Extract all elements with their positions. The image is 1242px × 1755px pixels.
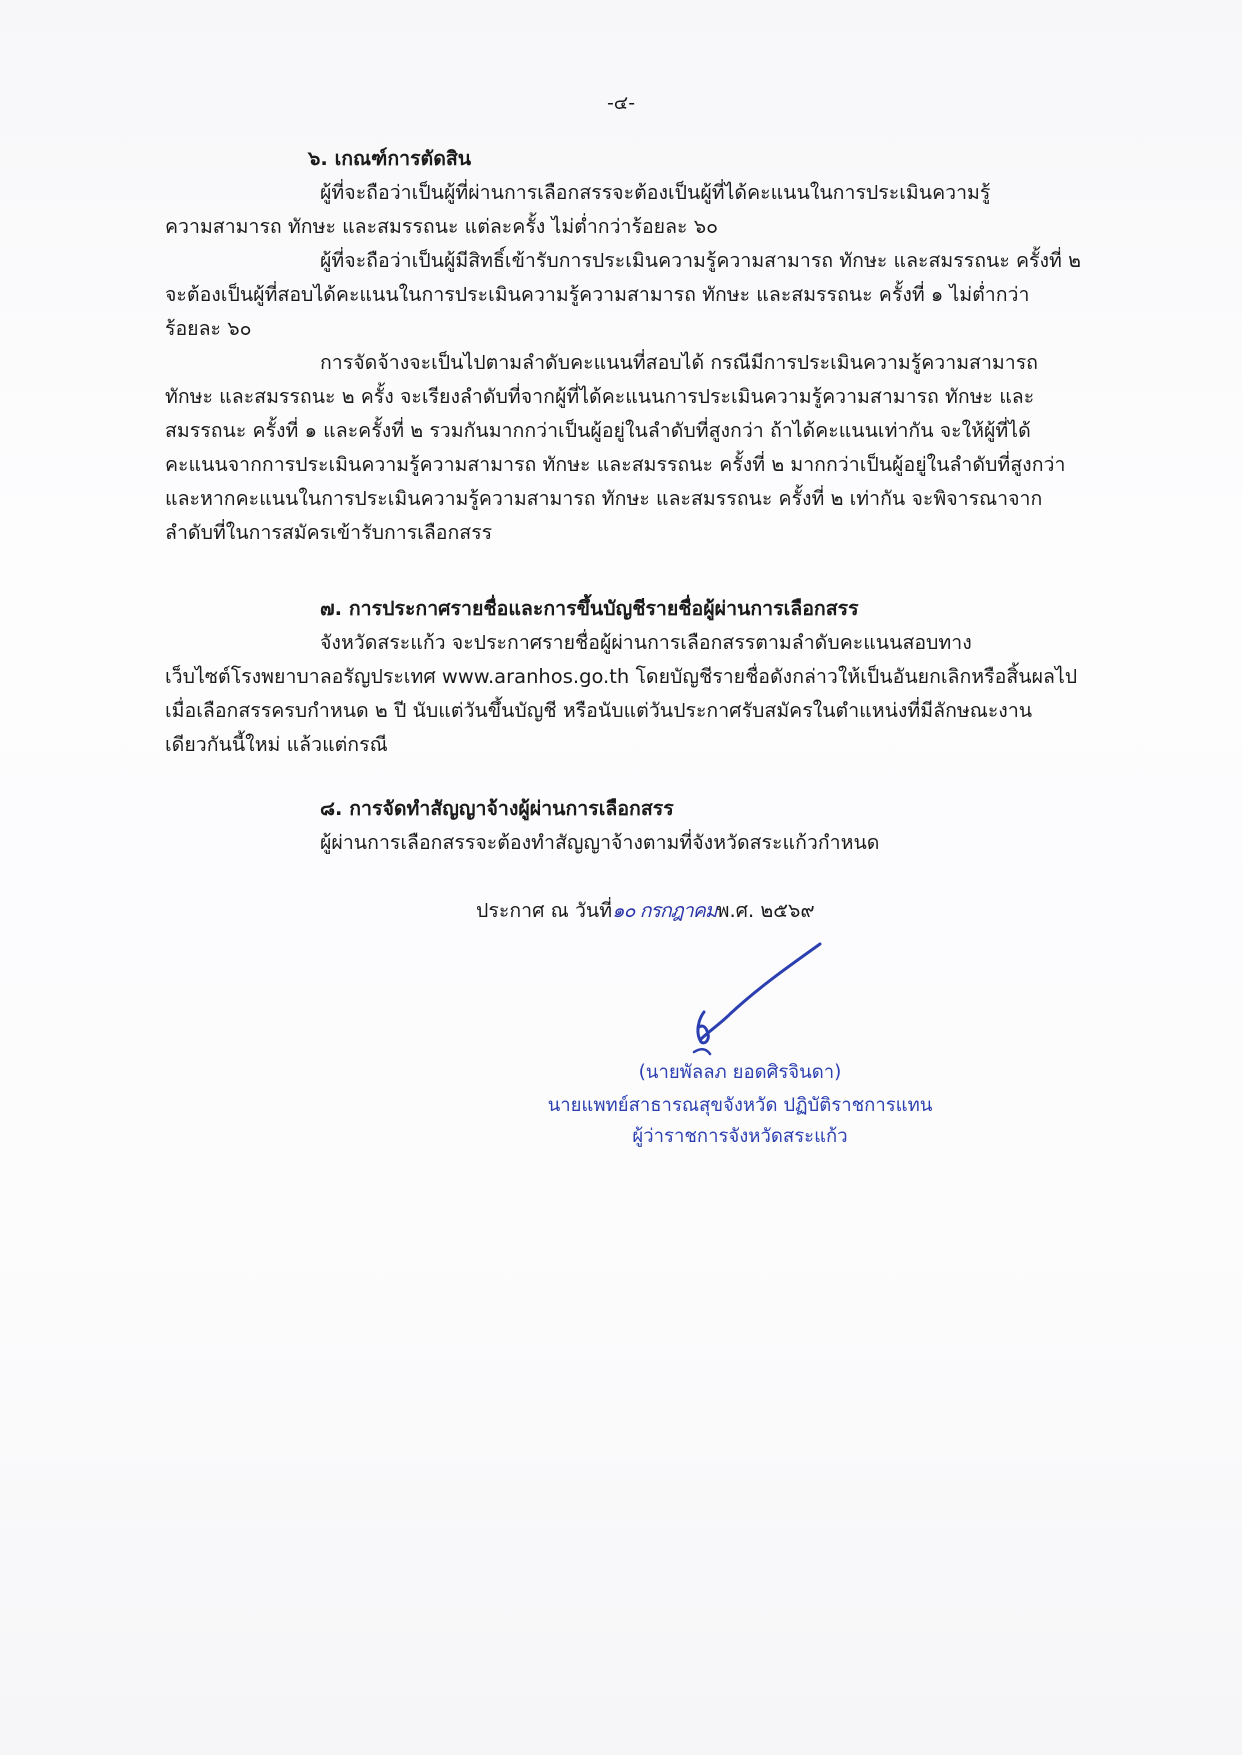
signer-position: นายแพทย์สาธารณสุขจังหวัด ปฏิบัติราชการแทน xyxy=(547,1095,933,1116)
paragraph-line: เมื่อเลือกสรรครบกำหนด ๒ ปี นับแต่วันขึ้นบัญชี หรือนับแต่วันประกาศรับสมัครในตำแหน่งที่มีลักษณะงาน xyxy=(165,699,1033,722)
section-7 xyxy=(165,592,1117,762)
paragraph-line: ความสามารถ ทักษะ และสมรรถนะ แต่ละครั้ง ไม่ต่ำกว่าร้อยละ ๖๐ xyxy=(165,215,719,238)
paragraph-line: คะแนนจากการประเมินความรู้ความสามารถ ทักษะ และสมรรถนะ ครั้งที่ ๒ มากกว่าเป็นผู้อยู่ในลำดับที่สูงกว่า xyxy=(165,453,1066,476)
section-6 xyxy=(165,142,1117,550)
paragraph-line: การจัดจ้างจะเป็นไปตามลำดับคะแนนที่สอบได้ กรณีมีการประเมินความรู้ความสามารถ xyxy=(320,351,1038,374)
paragraph-line: จะต้องเป็นผู้ที่สอบได้คะแนนในการประเมินความรู้ความสามารถ ทักษะ และสมรรถนะ ครั้งที่ ๑ ไม่ต่ำกว่า xyxy=(165,283,1030,306)
paragraph-line: ลำดับที่ในการสมัครเข้ารับการเลือกสรร xyxy=(165,521,493,544)
handwritten-date: ๑๐ กรกฎาคม xyxy=(612,899,717,922)
signature-mark xyxy=(690,940,840,1060)
announcement-prefix: ประกาศ ณ วันที่ xyxy=(476,899,613,922)
paragraph-line: สมรรถนะ ครั้งที่ ๑ และครั้งที่ ๒ รวมกันมากกว่าเป็นผู้อยู่ในลำดับที่สูงกว่า ถ้าได้คะแนนเท่ากัน จะให้ผู้ที่ได้ xyxy=(165,419,1031,442)
paragraph-line: ทักษะ และสมรรถนะ ๒ ครั้ง จะเรียงลำดับที่จากผู้ที่ได้คะแนนการประเมินความรู้ความสามารถ ทักษะ และ xyxy=(165,385,1035,408)
announcement-year: พ.ศ. ๒๕๖๙ xyxy=(716,899,815,922)
signer-name: (นายพัลลภ ยอดศิรจินดา) xyxy=(638,1062,842,1083)
section-7-heading: ๗. การประกาศรายชื่อและการขึ้นบัญชีรายชื่อผู้ผ่านการเลือกสรร xyxy=(320,597,859,620)
signer-position-2: ผู้ว่าราชการจังหวัดสระแก้ว xyxy=(632,1126,848,1147)
section-6-heading: ๖. เกณฑ์การตัดสิน xyxy=(308,147,472,170)
paragraph-line: ผู้ผ่านการเลือกสรรจะต้องทำสัญญาจ้างตามที่จังหวัดสระแก้วกำหนด xyxy=(320,831,880,854)
section-8 xyxy=(165,792,1117,860)
announcement-date-line xyxy=(476,895,815,926)
section-8-heading: ๘. การจัดทำสัญญาจ้างผู้ผ่านการเลือกสรร xyxy=(320,797,674,820)
page-number: -๔- xyxy=(606,92,636,114)
paragraph-line: ผู้ที่จะถือว่าเป็นผู้มีสิทธิ์เข้ารับการประเมินความรู้ความสามารถ ทักษะ และสมรรถนะ ครั้งที่ ๒ xyxy=(320,249,1081,272)
paragraph-line: ร้อยละ ๖๐ xyxy=(165,317,252,340)
paragraph-line: และหากคะแนนในการประเมินความรู้ความสามารถ ทักษะ และสมรรถนะ ครั้งที่ ๒ เท่ากัน จะพิจารณาจาก xyxy=(165,487,1043,510)
paragraph-line: จังหวัดสระแก้ว จะประกาศรายชื่อผู้ผ่านการเลือกสรรตามลำดับคะแนนสอบทาง xyxy=(320,631,972,654)
paragraph-line: เดียวกันนี้ใหม่ แล้วแต่กรณี xyxy=(165,733,388,756)
paragraph-line: ผู้ที่จะถือว่าเป็นผู้ที่ผ่านการเลือกสรรจะต้องเป็นผู้ที่ได้คะแนนในการประเมินความรู้ xyxy=(320,181,991,204)
paragraph-line: เว็บไซต์โรงพยาบาลอรัญประเทศ www.aranhos.go.th โดยบัญชีรายชื่อดังกล่าวให้เป็นอันยกเลิกหรือสิ้นผลไป xyxy=(165,665,1078,688)
